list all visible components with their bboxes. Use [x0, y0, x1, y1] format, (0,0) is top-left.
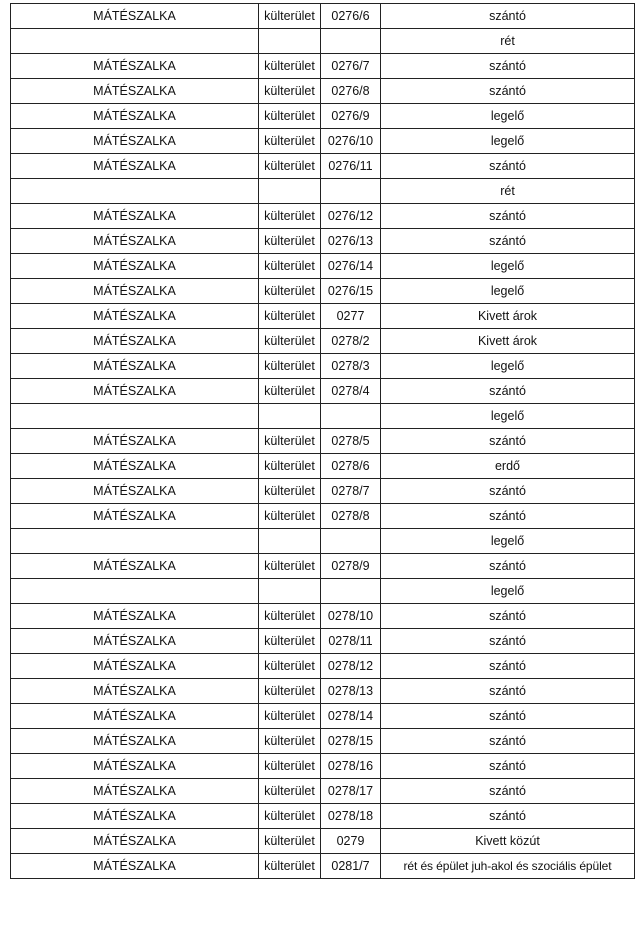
area-type-cell: külterület	[259, 504, 321, 529]
parcel-number-cell: 0278/8	[321, 504, 381, 529]
land-use-cell: szántó	[381, 154, 635, 179]
table-row	[11, 429, 635, 454]
area-type-cell: külterület	[259, 54, 321, 79]
parcel-number-cell: 0278/3	[321, 354, 381, 379]
table-row	[11, 654, 635, 679]
land-use-cell: szántó	[381, 4, 635, 29]
settlement-cell: MÁTÉSZALKA	[11, 229, 259, 254]
settlement-cell: MÁTÉSZALKA	[11, 554, 259, 579]
land-use-cell: szántó	[381, 54, 635, 79]
parcel-number-cell: 0276/10	[321, 129, 381, 154]
land-use-cell: szántó	[381, 729, 635, 754]
land-use-cell: legelő	[381, 354, 635, 379]
land-use-cell: legelő	[381, 279, 635, 304]
table-row	[11, 829, 635, 854]
area-type-cell: külterület	[259, 429, 321, 454]
area-type-cell: külterület	[259, 654, 321, 679]
table-row	[11, 279, 635, 304]
area-type-cell	[259, 29, 321, 54]
land-use-cell: Kivett közút	[381, 829, 635, 854]
parcel-number-cell: 0278/12	[321, 654, 381, 679]
settlement-cell: MÁTÉSZALKA	[11, 279, 259, 304]
area-type-cell: külterület	[259, 354, 321, 379]
area-type-cell	[259, 404, 321, 429]
table-row	[11, 104, 635, 129]
land-use-cell: legelő	[381, 104, 635, 129]
settlement-cell: MÁTÉSZALKA	[11, 329, 259, 354]
area-type-cell: külterület	[259, 804, 321, 829]
settlement-cell: MÁTÉSZALKA	[11, 129, 259, 154]
land-use-cell: szántó	[381, 79, 635, 104]
table-row	[11, 479, 635, 504]
parcel-number-cell: 0278/16	[321, 754, 381, 779]
land-use-cell: szántó	[381, 779, 635, 804]
parcel-number-cell: 0278/13	[321, 679, 381, 704]
table-row	[11, 604, 635, 629]
parcel-number-cell	[321, 29, 381, 54]
area-type-cell: külterület	[259, 154, 321, 179]
land-use-cell: szántó	[381, 679, 635, 704]
parcel-number-cell: 0276/15	[321, 279, 381, 304]
parcel-number-cell: 0278/9	[321, 554, 381, 579]
settlement-cell: MÁTÉSZALKA	[11, 429, 259, 454]
table-row	[11, 304, 635, 329]
parcel-number-cell	[321, 529, 381, 554]
parcel-number-cell: 0278/18	[321, 804, 381, 829]
parcel-table-body	[11, 4, 635, 879]
area-type-cell	[259, 579, 321, 604]
parcel-number-cell: 0278/7	[321, 479, 381, 504]
settlement-cell: MÁTÉSZALKA	[11, 154, 259, 179]
land-use-cell: legelő	[381, 254, 635, 279]
settlement-cell: MÁTÉSZALKA	[11, 254, 259, 279]
area-type-cell: külterület	[259, 4, 321, 29]
settlement-cell	[11, 404, 259, 429]
table-row	[11, 579, 635, 604]
land-use-cell: szántó	[381, 504, 635, 529]
area-type-cell: külterület	[259, 129, 321, 154]
settlement-cell: MÁTÉSZALKA	[11, 779, 259, 804]
land-use-cell: szántó	[381, 704, 635, 729]
parcel-number-cell: 0278/14	[321, 704, 381, 729]
settlement-cell: MÁTÉSZALKA	[11, 729, 259, 754]
settlement-cell: MÁTÉSZALKA	[11, 304, 259, 329]
parcel-number-cell: 0276/13	[321, 229, 381, 254]
table-row	[11, 254, 635, 279]
settlement-cell: MÁTÉSZALKA	[11, 504, 259, 529]
settlement-cell: MÁTÉSZALKA	[11, 54, 259, 79]
table-row	[11, 379, 635, 404]
table-row	[11, 29, 635, 54]
table-row	[11, 354, 635, 379]
settlement-cell	[11, 579, 259, 604]
settlement-cell: MÁTÉSZALKA	[11, 204, 259, 229]
land-use-cell: szántó	[381, 754, 635, 779]
land-use-cell: szántó	[381, 554, 635, 579]
settlement-cell: MÁTÉSZALKA	[11, 354, 259, 379]
area-type-cell: külterület	[259, 629, 321, 654]
settlement-cell: MÁTÉSZALKA	[11, 104, 259, 129]
area-type-cell: külterület	[259, 79, 321, 104]
table-row	[11, 729, 635, 754]
table-row	[11, 529, 635, 554]
area-type-cell: külterület	[259, 829, 321, 854]
table-row	[11, 129, 635, 154]
table-row	[11, 854, 635, 879]
parcel-number-cell: 0278/2	[321, 329, 381, 354]
table-row	[11, 629, 635, 654]
area-type-cell: külterület	[259, 279, 321, 304]
settlement-cell	[11, 529, 259, 554]
parcel-number-cell: 0276/6	[321, 4, 381, 29]
table-row	[11, 754, 635, 779]
parcel-number-cell: 0276/9	[321, 104, 381, 129]
land-use-cell: szántó	[381, 629, 635, 654]
land-use-cell: erdő	[381, 454, 635, 479]
parcel-number-cell: 0276/14	[321, 254, 381, 279]
parcel-number-cell: 0278/6	[321, 454, 381, 479]
land-use-cell: rét	[381, 29, 635, 54]
table-row	[11, 79, 635, 104]
area-type-cell: külterület	[259, 379, 321, 404]
table-row	[11, 504, 635, 529]
parcel-number-cell: 0279	[321, 829, 381, 854]
land-use-cell: szántó	[381, 204, 635, 229]
parcel-table	[10, 3, 635, 879]
land-use-cell: legelő	[381, 404, 635, 429]
parcel-number-cell	[321, 179, 381, 204]
table-row	[11, 679, 635, 704]
parcel-number-cell: 0276/11	[321, 154, 381, 179]
settlement-cell: MÁTÉSZALKA	[11, 654, 259, 679]
parcel-number-cell: 0277	[321, 304, 381, 329]
area-type-cell: külterület	[259, 554, 321, 579]
land-use-cell: legelő	[381, 129, 635, 154]
parcel-number-cell: 0276/7	[321, 54, 381, 79]
area-type-cell: külterület	[259, 229, 321, 254]
area-type-cell: külterület	[259, 604, 321, 629]
settlement-cell: MÁTÉSZALKA	[11, 454, 259, 479]
table-row	[11, 404, 635, 429]
table-row	[11, 54, 635, 79]
settlement-cell: MÁTÉSZALKA	[11, 854, 259, 879]
parcel-number-cell: 0278/17	[321, 779, 381, 804]
area-type-cell: külterület	[259, 754, 321, 779]
parcel-number-cell: 0278/10	[321, 604, 381, 629]
parcel-number-cell	[321, 404, 381, 429]
land-use-cell: legelő	[381, 579, 635, 604]
settlement-cell: MÁTÉSZALKA	[11, 754, 259, 779]
land-use-cell: legelő	[381, 529, 635, 554]
land-use-cell: Kivett árok	[381, 329, 635, 354]
table-row	[11, 704, 635, 729]
land-use-cell: Kivett árok	[381, 304, 635, 329]
area-type-cell: külterület	[259, 304, 321, 329]
land-use-cell: szántó	[381, 479, 635, 504]
land-use-cell: szántó	[381, 229, 635, 254]
area-type-cell: külterület	[259, 204, 321, 229]
land-use-cell: rét	[381, 179, 635, 204]
settlement-cell: MÁTÉSZALKA	[11, 79, 259, 104]
table-row	[11, 779, 635, 804]
settlement-cell: MÁTÉSZALKA	[11, 804, 259, 829]
settlement-cell: MÁTÉSZALKA	[11, 704, 259, 729]
settlement-cell: MÁTÉSZALKA	[11, 4, 259, 29]
land-use-cell: rét és épület juh-akol és szociális épület	[381, 854, 635, 879]
settlement-cell	[11, 29, 259, 54]
area-type-cell	[259, 179, 321, 204]
settlement-cell: MÁTÉSZALKA	[11, 604, 259, 629]
parcel-number-cell	[321, 579, 381, 604]
area-type-cell: külterület	[259, 329, 321, 354]
parcel-number-cell: 0276/12	[321, 204, 381, 229]
area-type-cell: külterület	[259, 779, 321, 804]
area-type-cell: külterület	[259, 854, 321, 879]
land-use-cell: szántó	[381, 804, 635, 829]
table-row	[11, 229, 635, 254]
table-row	[11, 329, 635, 354]
area-type-cell	[259, 529, 321, 554]
land-use-cell: szántó	[381, 429, 635, 454]
settlement-cell: MÁTÉSZALKA	[11, 629, 259, 654]
parcel-number-cell: 0278/4	[321, 379, 381, 404]
settlement-cell: MÁTÉSZALKA	[11, 379, 259, 404]
parcel-number-cell: 0278/15	[321, 729, 381, 754]
area-type-cell: külterület	[259, 454, 321, 479]
settlement-cell: MÁTÉSZALKA	[11, 679, 259, 704]
table-row	[11, 4, 635, 29]
area-type-cell: külterület	[259, 679, 321, 704]
area-type-cell: külterület	[259, 704, 321, 729]
settlement-cell: MÁTÉSZALKA	[11, 479, 259, 504]
area-type-cell: külterület	[259, 479, 321, 504]
land-use-cell: szántó	[381, 379, 635, 404]
area-type-cell: külterület	[259, 729, 321, 754]
parcel-number-cell: 0278/5	[321, 429, 381, 454]
area-type-cell: külterület	[259, 254, 321, 279]
parcel-number-cell: 0278/11	[321, 629, 381, 654]
settlement-cell: MÁTÉSZALKA	[11, 829, 259, 854]
table-row	[11, 154, 635, 179]
settlement-cell	[11, 179, 259, 204]
land-use-cell: szántó	[381, 604, 635, 629]
area-type-cell: külterület	[259, 104, 321, 129]
parcel-number-cell: 0281/7	[321, 854, 381, 879]
land-use-cell: szántó	[381, 654, 635, 679]
parcel-number-cell: 0276/8	[321, 79, 381, 104]
table-row	[11, 554, 635, 579]
table-row	[11, 804, 635, 829]
table-row	[11, 179, 635, 204]
table-row	[11, 454, 635, 479]
table-row	[11, 204, 635, 229]
